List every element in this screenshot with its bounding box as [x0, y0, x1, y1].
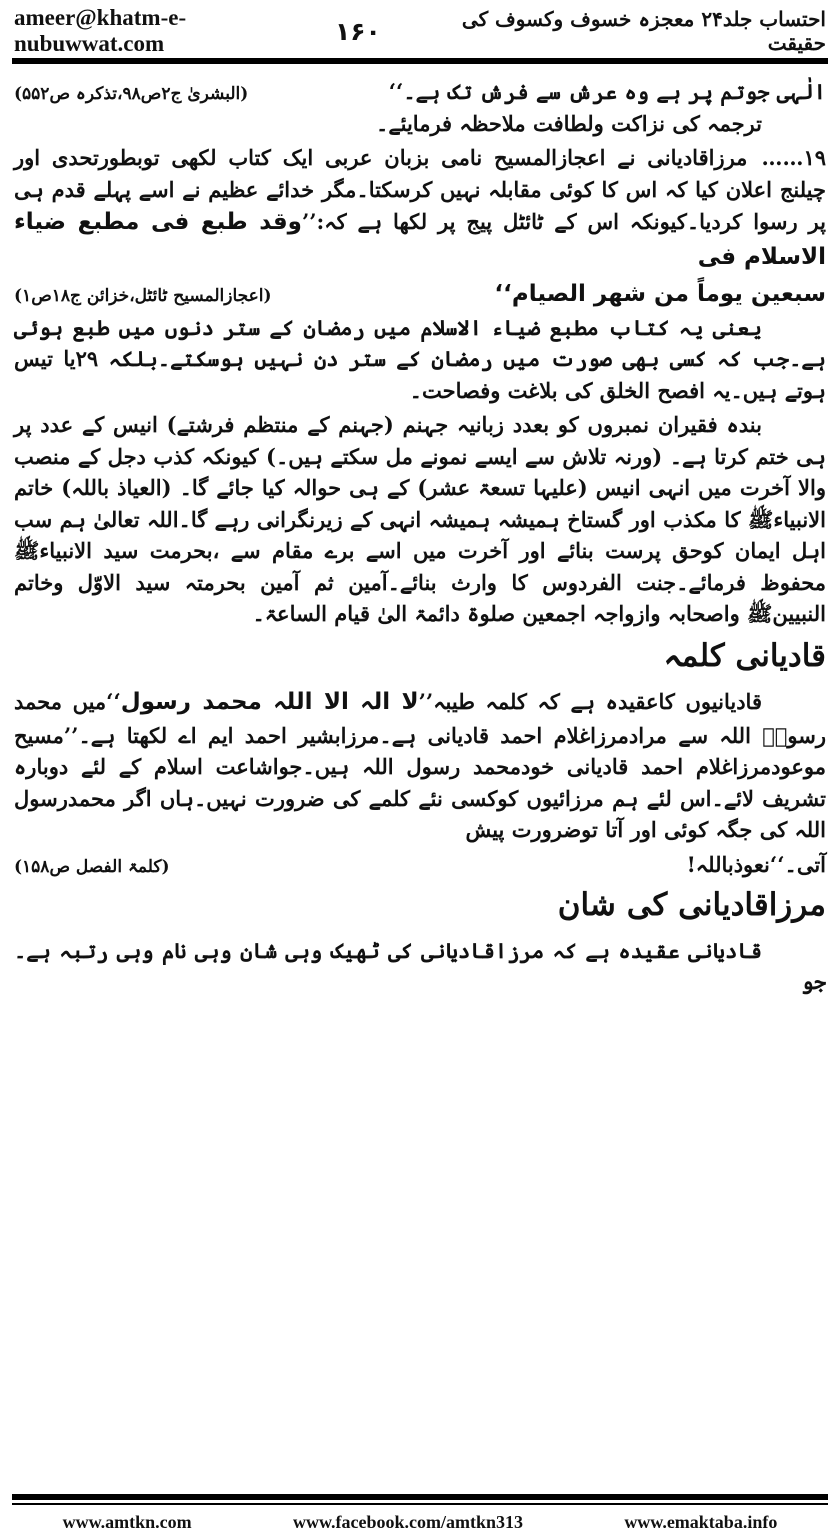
section-heading-shan: مرزاقادیانی کی شان: [557, 887, 826, 923]
kalima-text: ‘‘میں محمد رسولؐ اللہ سے مرادمرزاغلام احمد قادیانی ہے۔مرزابشیر احمد ایم اے لکھتا ہے۔’’مسیح موعودمرزاغلام احمد قادیانی خودمحمد رسول اللہ ہیں۔جواشاعت اسلام کے لئے دوبارہ تشریف لائے۔اس لئے ہم مرزائیوں کوکسی نئے کلمے کی ضرورت نہیں۔ہاں اگر محمدرسول اللہ کی جگہ کوئی اور آتا توضرورت پیش: [14, 689, 826, 842]
kalima-arabic: لا الہ الا اللہ محمد رسول: [120, 689, 419, 715]
header-rule: [12, 58, 828, 64]
page-content: [14, 76, 826, 1476]
page-number: ۱۶۰: [334, 16, 381, 46]
section-heading-kalima: قادیانی کلمہ: [663, 637, 826, 674]
paragraph-number: ۱۹……: [761, 145, 826, 170]
paragraph-19-end: [14, 277, 826, 312]
kalima-intro: قادیانیوں کاعقیدہ ہے کہ کلمہ طیبہ’’: [418, 689, 762, 714]
paragraph-19: [14, 142, 826, 274]
last-line: قادیانی عقیدہ ہے کہ مرزاقادیانی کی ٹھیک وہی شان وہی نام وہی رتبہ ہے۔جو: [14, 937, 826, 994]
arabic-quote-2: سبعین یوماً من شھر الصیام‘‘: [494, 281, 826, 307]
arabic-quote-1: وقد طبع فی مطبع ضیاء الاسلام فی: [14, 209, 826, 270]
page-header: [14, 5, 826, 56]
footer-rule-thick: [12, 1494, 828, 1500]
footer-link-facebook[interactable]: www.facebook.com/amtkn313: [292, 1511, 523, 1532]
closing-paragraph: بندہ فقیران نمبروں کو بعدد زبانیہ جہنم (جہنم کے منتظم فرشتے) انیس کے عدد پر ہی ختم کرتا ہے۔ (ورنہ تلاش سے ایسے نمونے مل سکتے ہیں۔) کیونکہ کذب دجل کے منصب والا آخرت میں انہی انیس (علیہا تسعۃ عشر) کے ہی حوالہ کیا جائے گا۔ (العیاذ باللہ) خاتم الانبیاءﷺ کا مکذب اور گستاخ ہمیشہ ہمیشہ انہی کے زیرنگرانی رہے گا۔اللہ تعالیٰ ہم سب اہل ایمان کوحق پرست بنائے اور آخرت میں اسے برے مقام سے ،بحرمت سید الانبیاءﷺ محفوظ فرمائے۔جنت الفردوس کا وارث بنائے۔آمین ثم آمین بحرمتہ سید الاوّل وخاتم النبیینﷺ واصحابہ وازواجہ اجمعین صلوۃ دائمۃ الیٰ قیام الساعۃ۔: [14, 412, 827, 626]
footer-rule-thin: [12, 1503, 828, 1505]
kalima-end: [14, 849, 826, 881]
line-1-text: الٰہی جوتم پر ہے وہ عرش سے فرش تک ہے۔‘‘: [388, 79, 826, 104]
kalima-reference: (کلمۃ الفصل ص۱۵۸): [14, 856, 170, 877]
translation-note: ترجمہ کی نزاکت ولطافت ملاحظہ فرمایئے۔: [376, 110, 762, 136]
page-footer: [12, 1508, 828, 1536]
kalima-last-line: آتی۔‘‘نعوذباللہ!: [686, 851, 826, 877]
paragraph-19-reference: (اعجازالمسیح ٹائٹل،خزائن ج۱۸ص۱): [14, 286, 272, 306]
footer-link-emaktaba[interactable]: www.emaktaba.info: [624, 1511, 778, 1532]
kalima-paragraph: [14, 685, 826, 846]
header-title: احتساب جلد۲۴ معجزہ خسوف وکسوف کی حقیقت: [461, 7, 826, 55]
line-1-reference: (البشریٰ ج۲ص۹۸،تذکرہ ص۵۵۲): [14, 84, 249, 104]
meaning-paragraph: یعنی یہ کتاب مطبع ضیاء الاسلام میں رمضان کے ستر دنوں میں طبع ہوئی ہے۔جب کہ کسی بھی صورت میں رمضان کے ستر دن نہیں ہوسکتے۔بلکہ ۲۹یا تیس ہوتے ہیں۔یہ افصح الخلق کی بلاغت وفصاحت۔: [14, 314, 826, 403]
header-title-group: [335, 7, 826, 55]
line-1: [14, 76, 826, 108]
header-email: ameer@khatm-e-nubuwwat.com: [14, 5, 187, 56]
footer-link-amtkn[interactable]: www.amtkn.com: [62, 1511, 192, 1532]
paragraph-19-text: مرزاقادیانی نے اعجازالمسیح نامی بزبان عربی ایک کتاب لکھی توبطورتحدی اور چیلنج اعلان کیا کہ اس کا کوئی مقابلہ نہیں کرسکتا۔مگر خدائے عظیم نے اسے پہلے قدم ہی پر رسوا کردیا۔کیونکہ اس کے ٹائٹل پیج پر لکھا ہے کہ:’’: [14, 145, 826, 234]
